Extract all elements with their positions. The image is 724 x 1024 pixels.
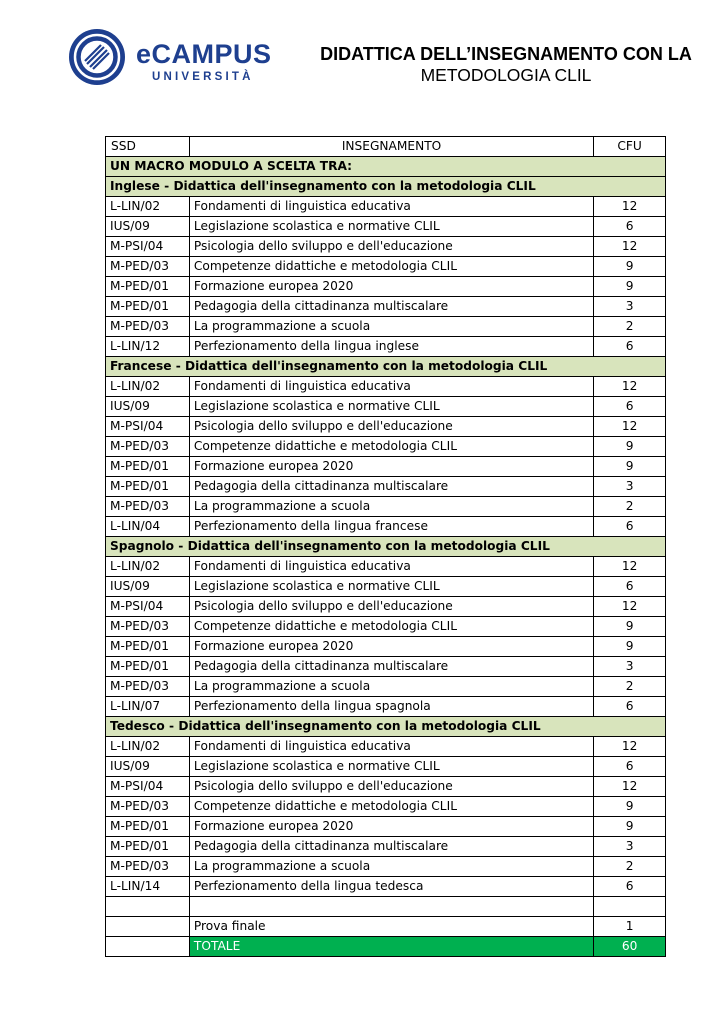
- cfu-cell: 6: [594, 757, 666, 777]
- intro-row: [106, 157, 666, 177]
- table-row: [106, 197, 666, 217]
- brand-subtitle: UNIVERSITÀ: [152, 71, 254, 83]
- ssd-cell: M-PED/01: [106, 837, 190, 857]
- course-cell: Fondamenti di linguistica educativa: [189, 377, 593, 397]
- cfu-cell: 6: [594, 517, 666, 537]
- table-row: [106, 337, 666, 357]
- cfu-cell: 9: [594, 637, 666, 657]
- table-row: [106, 577, 666, 597]
- cfu-cell: 12: [594, 377, 666, 397]
- cfu-cell: 3: [594, 297, 666, 317]
- course-cell: La programmazione a scuola: [189, 677, 593, 697]
- table-row: [106, 237, 666, 257]
- ssd-cell: IUS/09: [106, 397, 190, 417]
- course-cell: Fondamenti di linguistica educativa: [189, 197, 593, 217]
- ssd-cell: M-PED/03: [106, 677, 190, 697]
- group-header-row: [106, 357, 666, 377]
- cfu-cell: 12: [594, 417, 666, 437]
- cfu-cell: 9: [594, 457, 666, 477]
- ssd-cell: M-PED/01: [106, 277, 190, 297]
- cfu-cell: 9: [594, 797, 666, 817]
- table-row: [106, 277, 666, 297]
- table-row: [106, 837, 666, 857]
- course-cell: Psicologia dello sviluppo e dell'educazione: [189, 237, 593, 257]
- course-cell: Perfezionamento della lingua francese: [189, 517, 593, 537]
- ecampus-logo: [68, 28, 272, 88]
- table-row: [106, 677, 666, 697]
- course-cell: Formazione europea 2020: [189, 277, 593, 297]
- intro-label: UN MACRO MODULO A SCELTA TRA:: [106, 157, 666, 177]
- table-row: [106, 777, 666, 797]
- ssd-cell: IUS/09: [106, 217, 190, 237]
- ssd-cell: M-PED/03: [106, 857, 190, 877]
- course-cell: Psicologia dello sviluppo e dell'educazione: [189, 777, 593, 797]
- course-cell: Formazione europea 2020: [189, 637, 593, 657]
- table-row: [106, 857, 666, 877]
- course-cell: Perfezionamento della lingua tedesca: [189, 877, 593, 897]
- ssd-cell: M-PED/03: [106, 437, 190, 457]
- brand-name: eCAMPUS: [136, 39, 272, 69]
- cfu-cell: 2: [594, 857, 666, 877]
- cfu-cell: 12: [594, 557, 666, 577]
- group-title: Inglese - Didattica dell'insegnamento con la metodologia CLIL: [106, 177, 666, 197]
- cfu-cell: 6: [594, 697, 666, 717]
- cfu-cell: 6: [594, 397, 666, 417]
- course-cell: La programmazione a scuola: [189, 857, 593, 877]
- table-body: [106, 157, 666, 957]
- table-row: [106, 737, 666, 757]
- cfu-cell: 9: [594, 257, 666, 277]
- cfu-cell: 3: [594, 837, 666, 857]
- cfu-cell: 12: [594, 777, 666, 797]
- ssd-cell: M-PED/01: [106, 817, 190, 837]
- table-row: [106, 597, 666, 617]
- final-exam-cfu: 1: [594, 917, 666, 937]
- ssd-cell: M-PED/01: [106, 297, 190, 317]
- table-row: [106, 317, 666, 337]
- table-row: [106, 397, 666, 417]
- blank-cell: [106, 897, 190, 917]
- ssd-cell: L-LIN/04: [106, 517, 190, 537]
- group-header-row: [106, 177, 666, 197]
- table-row: [106, 417, 666, 437]
- table-row: [106, 797, 666, 817]
- table-header-row: [106, 137, 666, 157]
- table-row: [106, 477, 666, 497]
- cfu-cell: 9: [594, 817, 666, 837]
- course-cell: Fondamenti di linguistica educativa: [189, 737, 593, 757]
- cfu-cell: 2: [594, 677, 666, 697]
- cfu-cell: 12: [594, 737, 666, 757]
- cfu-cell: 12: [594, 197, 666, 217]
- column-header-course: INSEGNAMENTO: [189, 137, 593, 157]
- course-cell: Competenze didattiche e metodologia CLIL: [189, 437, 593, 457]
- ssd-cell: L-LIN/02: [106, 377, 190, 397]
- cfu-cell: 6: [594, 337, 666, 357]
- cfu-cell: 3: [594, 477, 666, 497]
- table-row: [106, 457, 666, 477]
- cfu-cell: 6: [594, 217, 666, 237]
- course-cell: Formazione europea 2020: [189, 817, 593, 837]
- table-row: [106, 657, 666, 677]
- cfu-cell: 12: [594, 237, 666, 257]
- ssd-cell: M-PED/01: [106, 637, 190, 657]
- final-exam-ssd-cell: [106, 917, 190, 937]
- ssd-cell: L-LIN/02: [106, 737, 190, 757]
- course-cell: Competenze didattiche e metodologia CLIL: [189, 617, 593, 637]
- course-cell: Formazione europea 2020: [189, 457, 593, 477]
- total-cfu: 60: [594, 937, 666, 957]
- course-cell: Pedagogia della cittadinanza multiscalare: [189, 477, 593, 497]
- course-cell: Pedagogia della cittadinanza multiscalare: [189, 837, 593, 857]
- ssd-cell: IUS/09: [106, 577, 190, 597]
- study-plan-table: [105, 136, 666, 957]
- table-row: [106, 637, 666, 657]
- table-row: [106, 257, 666, 277]
- group-title: Spagnolo - Didattica dell'insegnamento con la metodologia CLIL: [106, 537, 666, 557]
- course-cell: Legislazione scolastica e normative CLIL: [189, 577, 593, 597]
- course-cell: Pedagogia della cittadinanza multiscalare: [189, 657, 593, 677]
- table-row: [106, 877, 666, 897]
- table-row: [106, 697, 666, 717]
- course-cell: Legislazione scolastica e normative CLIL: [189, 217, 593, 237]
- table-row: [106, 437, 666, 457]
- cfu-cell: 3: [594, 657, 666, 677]
- course-cell: Perfezionamento della lingua inglese: [189, 337, 593, 357]
- blank-cell: [594, 897, 666, 917]
- total-row: [106, 937, 666, 957]
- final-exam-label: Prova finale: [189, 917, 593, 937]
- cfu-cell: 6: [594, 877, 666, 897]
- table-row: [106, 297, 666, 317]
- blank-cell: [189, 897, 593, 917]
- column-header-ssd: SSD: [106, 137, 190, 157]
- group-title: Francese - Didattica dell'insegnamento con la metodologia CLIL: [106, 357, 666, 377]
- course-cell: Pedagogia della cittadinanza multiscalare: [189, 297, 593, 317]
- course-cell: Legislazione scolastica e normative CLIL: [189, 757, 593, 777]
- ssd-cell: M-PED/01: [106, 457, 190, 477]
- final-exam-row: [106, 917, 666, 937]
- cfu-cell: 2: [594, 497, 666, 517]
- ssd-cell: L-LIN/14: [106, 877, 190, 897]
- table-row: [106, 617, 666, 637]
- ssd-cell: M-PED/01: [106, 477, 190, 497]
- course-cell: La programmazione a scuola: [189, 317, 593, 337]
- ssd-cell: M-PED/01: [106, 657, 190, 677]
- course-cell: Psicologia dello sviluppo e dell'educazione: [189, 417, 593, 437]
- course-cell: Psicologia dello sviluppo e dell'educazione: [189, 597, 593, 617]
- course-cell: Fondamenti di linguistica educativa: [189, 557, 593, 577]
- cfu-cell: 2: [594, 317, 666, 337]
- cfu-cell: 9: [594, 617, 666, 637]
- group-title: Tedesco - Didattica dell'insegnamento con la metodologia CLIL: [106, 717, 666, 737]
- ssd-cell: L-LIN/02: [106, 197, 190, 217]
- table-row: [106, 497, 666, 517]
- blank-row: [106, 897, 666, 917]
- ssd-cell: L-LIN/12: [106, 337, 190, 357]
- course-cell: Perfezionamento della lingua spagnola: [189, 697, 593, 717]
- table-row: [106, 557, 666, 577]
- ecampus-emblem-icon: [68, 28, 126, 86]
- ssd-cell: M-PSI/04: [106, 597, 190, 617]
- course-cell: Legislazione scolastica e normative CLIL: [189, 397, 593, 417]
- column-header-cfu: CFU: [594, 137, 666, 157]
- cfu-cell: 9: [594, 277, 666, 297]
- cfu-cell: 6: [594, 577, 666, 597]
- course-cell: La programmazione a scuola: [189, 497, 593, 517]
- title-line-1: DIDATTICA DELL’INSEGNAMENTO CON LA: [320, 44, 692, 64]
- ssd-cell: M-PSI/04: [106, 417, 190, 437]
- ssd-cell: M-PED/03: [106, 497, 190, 517]
- group-header-row: [106, 537, 666, 557]
- cfu-cell: 9: [594, 437, 666, 457]
- ssd-cell: M-PED/03: [106, 257, 190, 277]
- group-header-row: [106, 717, 666, 737]
- table-row: [106, 217, 666, 237]
- title-line-2: METODOLOGIA CLIL: [420, 65, 592, 85]
- ssd-cell: M-PED/03: [106, 617, 190, 637]
- ssd-cell: M-PED/03: [106, 797, 190, 817]
- course-cell: Competenze didattiche e metodologia CLIL: [189, 257, 593, 277]
- table-row: [106, 377, 666, 397]
- ssd-cell: M-PSI/04: [106, 237, 190, 257]
- table-row: [106, 817, 666, 837]
- cfu-cell: 12: [594, 597, 666, 617]
- document-title: [300, 44, 712, 86]
- ssd-cell: L-LIN/07: [106, 697, 190, 717]
- ssd-cell: IUS/09: [106, 757, 190, 777]
- ssd-cell: M-PSI/04: [106, 777, 190, 797]
- ssd-cell: M-PED/03: [106, 317, 190, 337]
- total-empty-cell: [106, 937, 190, 957]
- course-cell: Competenze didattiche e metodologia CLIL: [189, 797, 593, 817]
- total-label: TOTALE: [189, 937, 593, 957]
- table-row: [106, 757, 666, 777]
- table-row: [106, 517, 666, 537]
- ssd-cell: L-LIN/02: [106, 557, 190, 577]
